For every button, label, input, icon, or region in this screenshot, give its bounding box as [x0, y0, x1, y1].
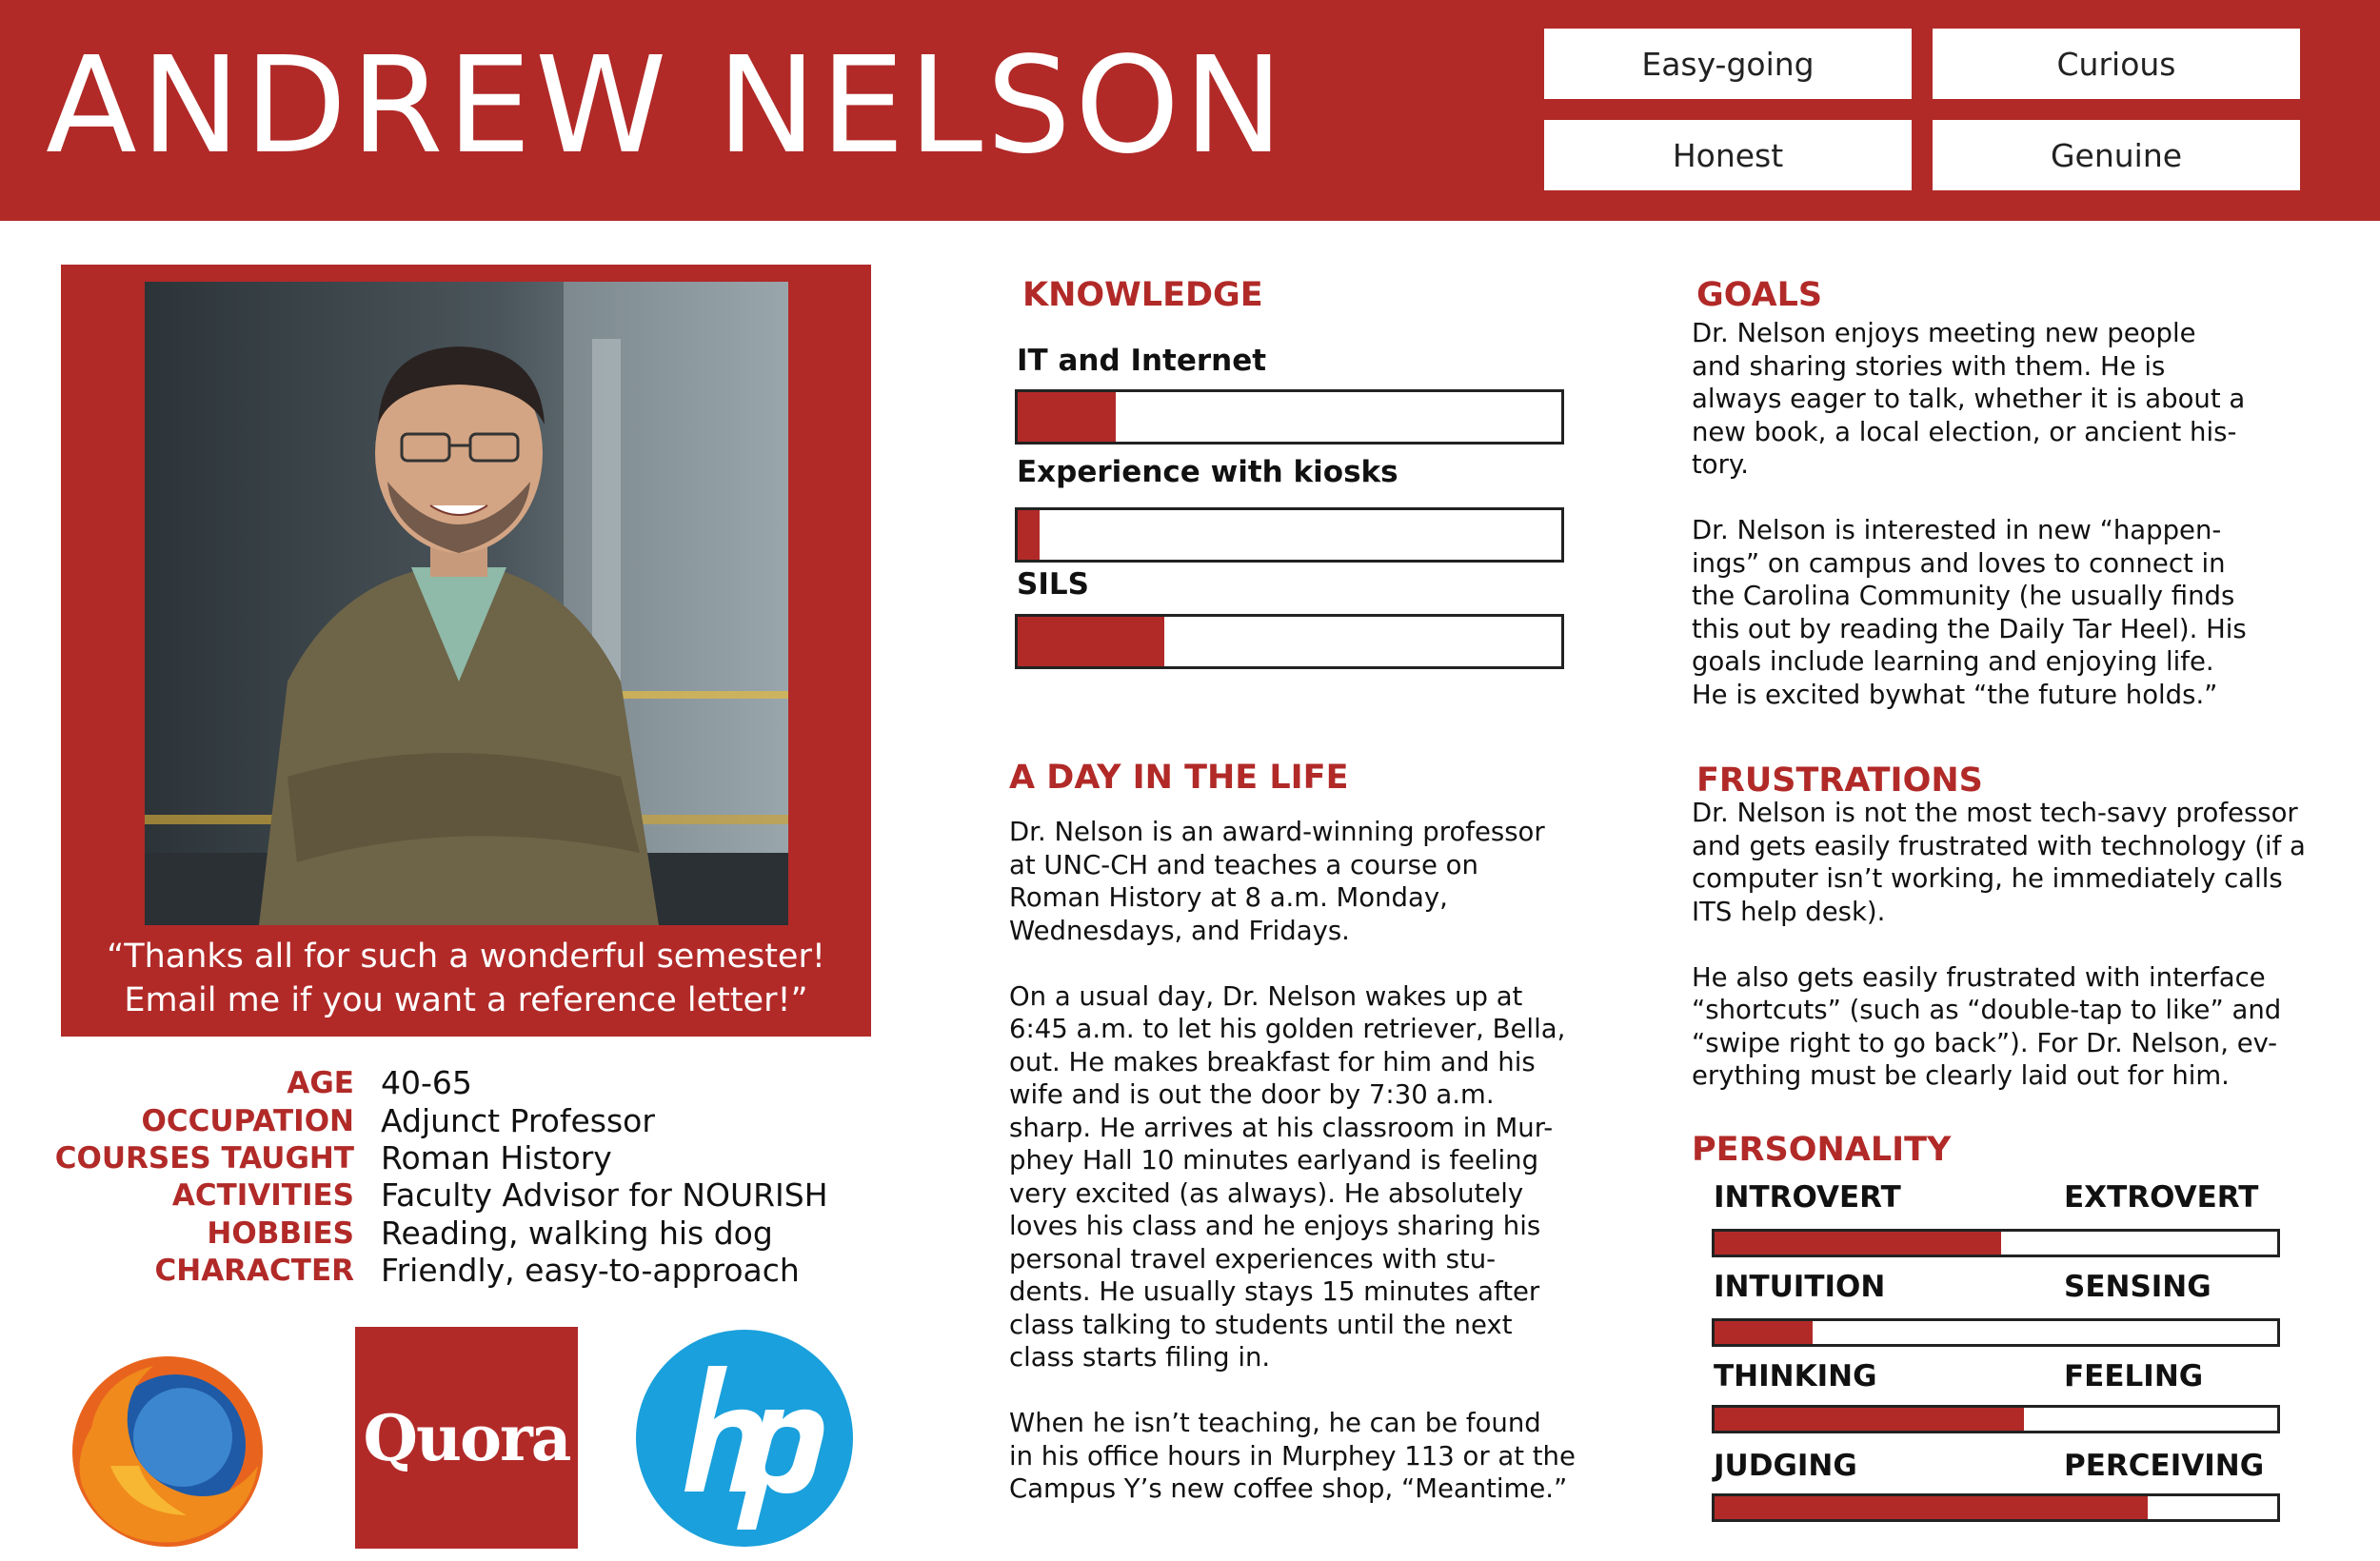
- fact-label: CHARACTER: [154, 1254, 354, 1288]
- knowledge-label: Experience with kiosks: [1017, 455, 1398, 489]
- trait-tag: Easy-going: [1544, 29, 1912, 99]
- profile-quote: [61, 935, 871, 1022]
- personality-bar: [1712, 1318, 2280, 1347]
- goals-title: GOALS: [1696, 276, 1823, 314]
- quora-logo-text: Quora: [363, 1400, 570, 1475]
- personality-bar: [1712, 1405, 2280, 1433]
- persona-name: ANDREW NELSON: [46, 29, 1287, 184]
- day-title: A DAY IN THE LIFE: [1009, 759, 1349, 797]
- personality-right-label: FEELING: [2064, 1359, 2204, 1393]
- knowledge-bar-fill: [1018, 510, 1040, 560]
- firefox-logo-icon: [63, 1352, 272, 1551]
- fact-row: [38, 1064, 895, 1102]
- personality-bar: [1712, 1493, 2280, 1522]
- fact-row: [38, 1176, 895, 1215]
- trait-tag: Curious: [1933, 29, 2300, 99]
- personality-right-label: EXTROVERT: [2064, 1180, 2259, 1215]
- goals-text: Dr. Nelson enjoys meeting new people and sharing stories with them. He is always eager to talk, whether it is about a new book, a local election, or ancient his- tory. Dr. Nelson is interested in new “happen- ings” on campus and loves to connect in the Carolina Community (he usually finds this out by reading the Daily Tar Heel). His goals include learning and enjoying life. He is excited bywhat “the future holds.”: [1692, 318, 2247, 710]
- personality-left-label: INTUITION: [1714, 1270, 1886, 1304]
- fact-row: [38, 1252, 895, 1290]
- knowledge-bar: [1015, 614, 1564, 669]
- personality-left-label: THINKING: [1714, 1359, 1877, 1393]
- fact-row: [38, 1139, 895, 1177]
- fact-label: HOBBIES: [207, 1216, 354, 1251]
- fact-label: ACTIVITIES: [171, 1178, 354, 1213]
- fact-value: Faculty Advisor for NOURISH: [381, 1176, 828, 1214]
- knowledge-label: SILS: [1017, 567, 1089, 602]
- knowledge-bar: [1015, 389, 1564, 445]
- quote-line: “Thanks all for such a wonderful semester!: [107, 938, 825, 976]
- personality-bar: [1712, 1229, 2280, 1257]
- header-banner: [0, 0, 2380, 221]
- frustrations-title: FRUSTRATIONS: [1696, 761, 1983, 800]
- personality-bar-fill: [1715, 1496, 2148, 1519]
- personality-bar-fill: [1715, 1408, 2024, 1431]
- fact-row: [38, 1102, 895, 1140]
- personality-right-label: PERCEIVING: [2064, 1449, 2265, 1483]
- personality-bar-fill: [1715, 1321, 1813, 1344]
- personality-left-label: INTROVERT: [1714, 1180, 1901, 1215]
- personality-right-label: SENSING: [2064, 1270, 2211, 1304]
- trait-tag: Honest: [1544, 120, 1912, 190]
- profile-photo: [145, 282, 788, 925]
- trait-tag: Genuine: [1933, 120, 2300, 190]
- fact-value: 40-65: [381, 1064, 472, 1101]
- personality-bar-fill: [1715, 1232, 2001, 1255]
- knowledge-bar-fill: [1018, 617, 1164, 666]
- day-text: Dr. Nelson is an award-winning professor at UNC-CH and teaches a course on Roman History at 8 a.m. Monday, Wednesdays, and Fridays. On a usual day, Dr. Nelson wakes up at 6:45 a.m. to let his golden retriever, Bella, out. He makes breakfast for him and his wife and is out the door by 7:30 a.m. sharp. He arrives at his classroom in Mur- phey Hall 10 minutes earlyand is feeling very excited (as always). He absolutely loves his class and he enjoys sharing his personal travel experiences with stu- dents. He usually stays 15 minutes after class talking to students until the next class starts filing in. When he isn’t teaching, he can be found in his office hours in Murphey 113 or at the Campus Y’s new coffee shop, “Meantime.”: [1009, 817, 1576, 1504]
- fact-label: AGE: [287, 1066, 354, 1100]
- quote-line: Email me if you want a reference letter!”: [124, 981, 808, 1019]
- fact-value: Reading, walking his dog: [381, 1215, 773, 1252]
- fact-value: Roman History: [381, 1139, 612, 1176]
- personality-left-label: JUDGING: [1714, 1449, 1857, 1483]
- frustrations-text: Dr. Nelson is not the most tech-savy professor and gets easily frustrated with technology (if a computer isn’t working, he immediately calls ITS help desk). He also gets easily frustrated with interface “shortcuts” (such as “double-tap to like” and “swipe right to go back”). For Dr. Nelson, ev- erything must be clearly laid out for him.: [1692, 798, 2306, 1091]
- profile-card: [61, 265, 871, 1037]
- fact-value: Adjunct Professor: [381, 1102, 655, 1139]
- fact-value: Friendly, easy-to-approach: [381, 1252, 800, 1289]
- fact-label: COURSES TAUGHT: [54, 1141, 354, 1176]
- knowledge-title: KNOWLEDGE: [1022, 276, 1263, 314]
- fact-row: [38, 1215, 895, 1253]
- hp-logo-icon: [634, 1328, 855, 1549]
- quora-logo: [355, 1327, 578, 1549]
- fact-label: OCCUPATION: [141, 1104, 354, 1138]
- knowledge-bar: [1015, 507, 1564, 563]
- personality-title: PERSONALITY: [1692, 1131, 1952, 1169]
- knowledge-bar-fill: [1018, 392, 1116, 442]
- knowledge-label: IT and Internet: [1017, 344, 1267, 378]
